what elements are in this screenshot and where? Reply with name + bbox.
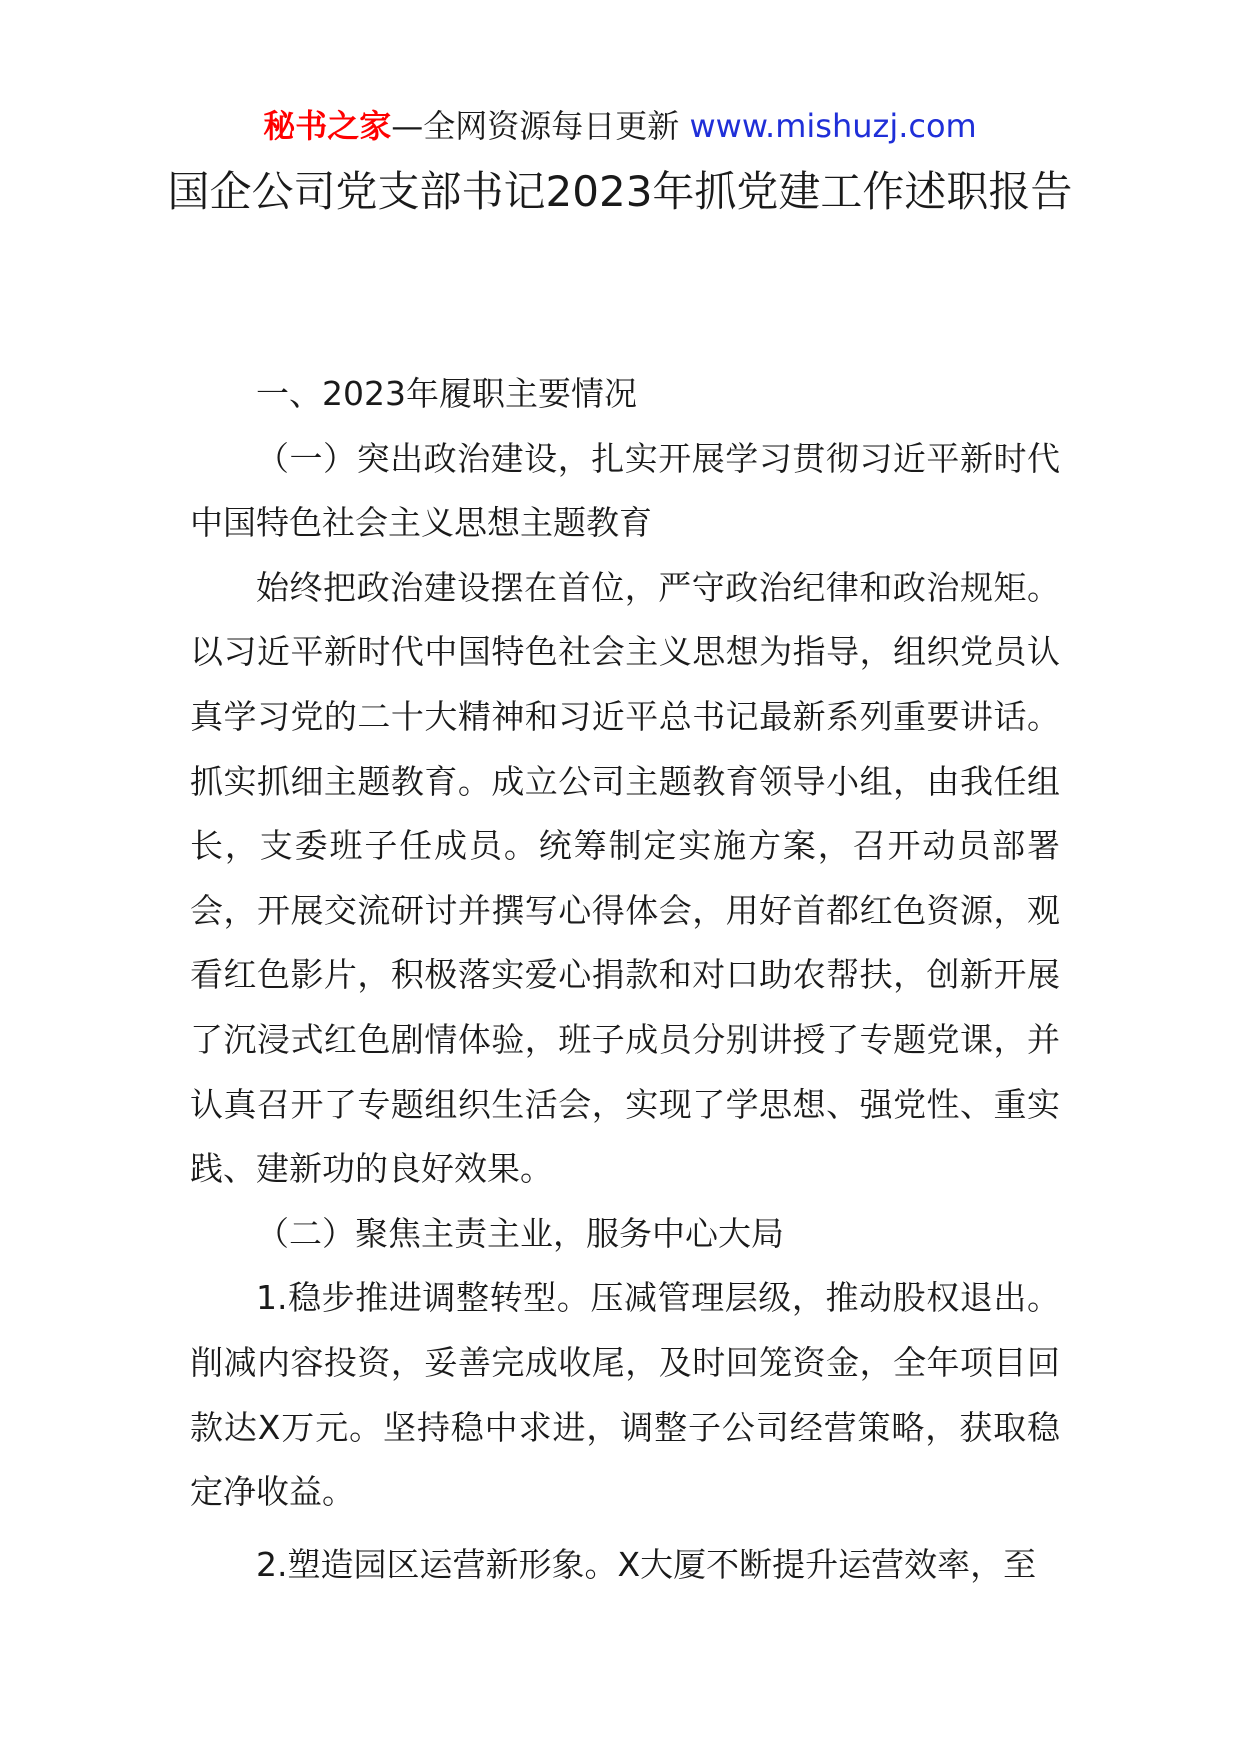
- subsection-heading: （一）突出政治建设，扎实开展学习贯彻习近平新时代中国特色社会主义思想主题教育: [190, 438, 1060, 543]
- subsection-heading: （二）聚焦主责主业，服务中心大局: [256, 1213, 784, 1253]
- document-body: [190, 362, 1060, 1597]
- site-banner: [0, 104, 1240, 148]
- body-paragraph: 2.塑造园区运营新形象。X大厦不断提升运营效率，至: [256, 1544, 1037, 1584]
- site-tagline: —全网资源每日更新: [391, 107, 680, 145]
- site-url[interactable]: www.mishuzj.com: [689, 107, 977, 145]
- document-title: 国企公司党支部书记2023年抓党建工作述职报告: [167, 167, 1073, 216]
- body-paragraph: 始终把政治建设摆在首位，严守政治纪律和政治规矩。以习近平新时代中国特色社会主义思想为指导，组织党员认真学习党的二十大精神和习近平总书记最新系列重要讲话。抓实抓细主题教育。成立公司主题教育领导小组，由我任组长，支委班子任成员。统筹制定实施方案，召开动员部署会，开展交流研讨并撰写心得体会，用好首都红色资源，观看红色影片，积极落实爱心捐款和对口助农帮扶，创新开展了沉浸式红色剧情体验，班子成员分别讲授了专题党课，并认真召开了专题组织生活会，实现了学思想、强党性、重实践、建新功的良好效果。: [190, 567, 1060, 1189]
- section-heading: 一、2023年履职主要情况: [256, 374, 637, 413]
- site-brand: 秘书之家: [263, 107, 392, 145]
- body-paragraph: 1.稳步推进调整转型。压减管理层级，推动股权退出。削减内容投资，妥善完成收尾，及时回笼资金，全年项目回款达X万元。坚持稳中求进，调整子公司经营策略，获取稳定净收益。: [190, 1278, 1060, 1512]
